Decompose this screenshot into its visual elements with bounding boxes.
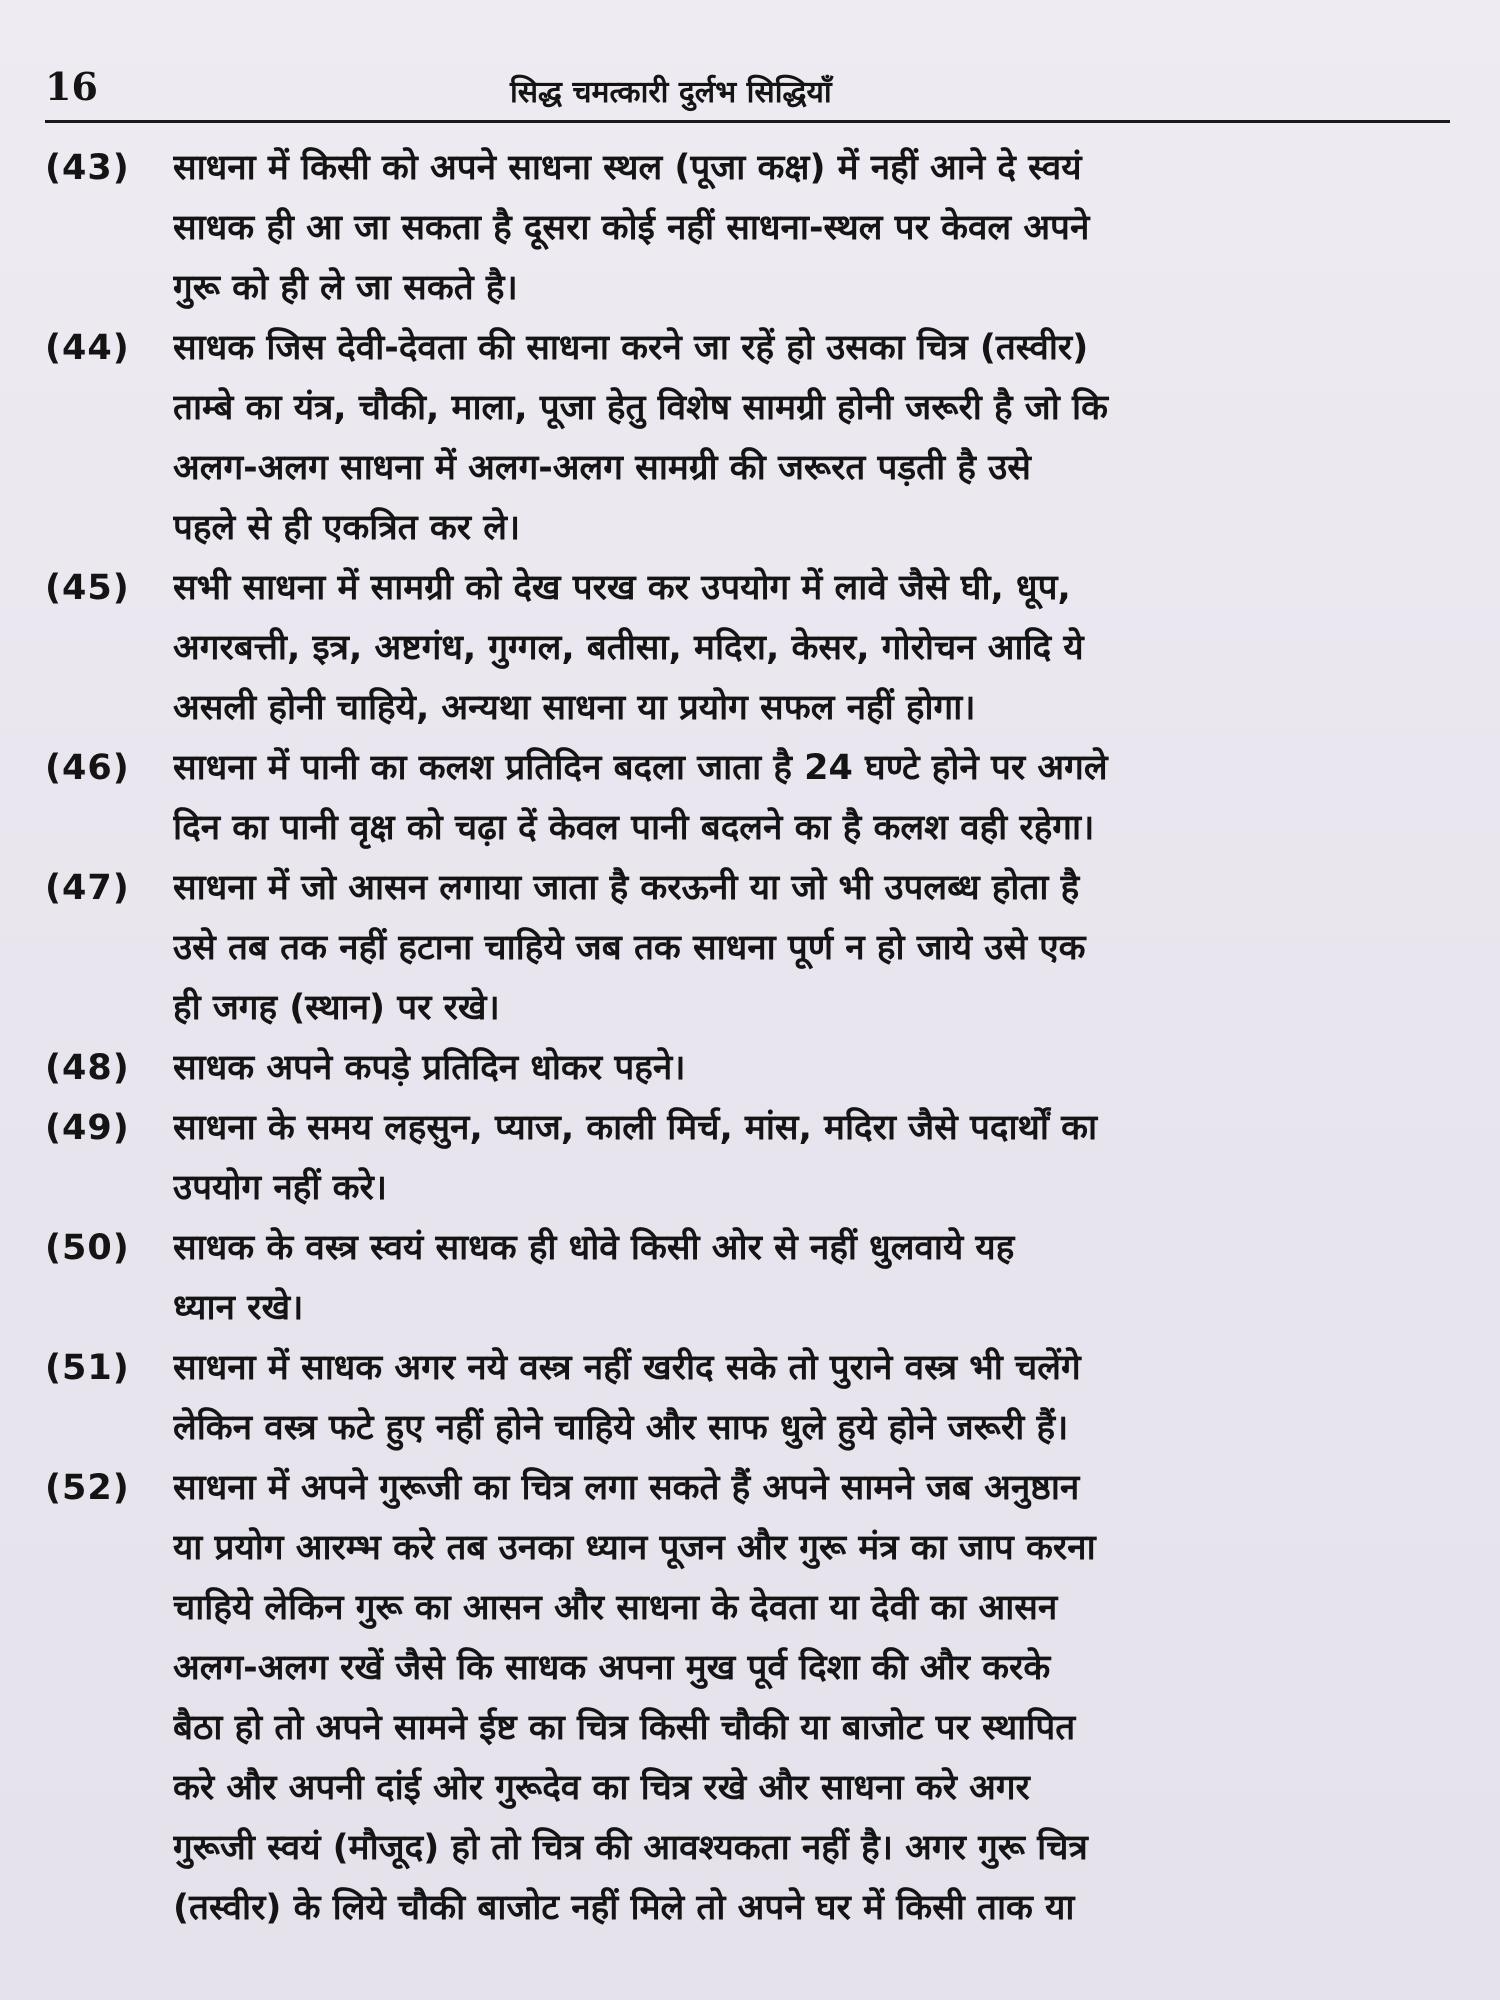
text-line: दिन का पानी वृक्ष को चढ़ा दें केवल पानी बदलने का है कलश वही रहेगा। xyxy=(173,808,1095,848)
text-line: ध्यान रखे। xyxy=(173,1288,304,1328)
text-line: साधना में अपने गुरूजी का चित्र लगा सकते हैं अपने सामने जब अनुष्ठान xyxy=(173,1468,1080,1508)
text-line: करे और अपनी दांई ओर गुरूदेव का चित्र रखे और साधना करे अगर xyxy=(173,1768,1030,1808)
item-number: (44) xyxy=(45,328,130,368)
list-item xyxy=(45,1098,1455,1218)
item-text xyxy=(173,1098,1455,1218)
running-title: सिद्ध चमत्कारी दुर्लभ सिद्धियाँ xyxy=(510,75,832,110)
text-line: साधना में जो आसन लगाया जाता है करऊनी या जो भी उपलब्ध होता है xyxy=(173,868,1080,908)
list-item xyxy=(45,138,1455,318)
text-line: साधना में साधक अगर नये वस्त्र नहीं खरीद सके तो पुराने वस्त्र भी चलेंगे xyxy=(173,1348,1081,1388)
list-item xyxy=(45,738,1455,858)
list-item xyxy=(45,1218,1455,1338)
text-line: साधक अपने कपड़े प्रतिदिन धोकर पहने। xyxy=(173,1048,686,1088)
item-number: (46) xyxy=(45,748,130,788)
text-line: या प्रयोग आरम्भ करे तब उनका ध्यान पूजन और गुरू मंत्र का जाप करना xyxy=(173,1528,1096,1568)
page-number: 16 xyxy=(45,64,98,109)
text-line: सभी साधना में सामग्री को देख परख कर उपयोग में लावे जैसे घी, धूप, xyxy=(173,568,1071,608)
list-item xyxy=(45,1038,1455,1098)
text-line: साधना में किसी को अपने साधना स्थल (पूजा कक्ष) में नहीं आने दे स्वयं xyxy=(173,148,1082,188)
item-text xyxy=(173,1458,1455,1938)
text-line: पहले से ही एकत्रित कर ले। xyxy=(173,508,521,548)
text-line: गुरू को ही ले जा सकते है। xyxy=(173,268,518,308)
item-text xyxy=(173,858,1455,1038)
numbered-list xyxy=(45,138,1455,1938)
item-number: (47) xyxy=(45,868,130,908)
text-line: गुरूजी स्वयं (मौजूद) हो तो चित्र की आवश्यकता नहीं है। अगर गुरू चित्र xyxy=(173,1828,1088,1868)
text-line: (तस्वीर) के लिये चौकी बाजोट नहीं मिले तो अपने घर में किसी ताक या xyxy=(173,1888,1075,1928)
text-line: बैठा हो तो अपने सामने ईष्ट का चित्र किसी चौकी या बाजोट पर स्थापित xyxy=(173,1708,1076,1748)
list-item xyxy=(45,318,1455,558)
item-text xyxy=(173,1038,1455,1098)
list-item xyxy=(45,1458,1455,1938)
item-text xyxy=(173,318,1455,558)
list-item xyxy=(45,1338,1455,1458)
item-text xyxy=(173,1338,1455,1458)
item-number: (45) xyxy=(45,568,130,608)
text-line: साधक के वस्त्र स्वयं साधक ही धोवे किसी ओर से नहीं धुलवाये यह xyxy=(173,1228,1015,1268)
text-line: साधना में पानी का कलश प्रतिदिन बदला जाता है 24 घण्टे होने पर अगले xyxy=(173,748,1108,788)
list-item xyxy=(45,858,1455,1038)
text-line: साधक ही आ जा सकता है दूसरा कोई नहीं साधना-स्थल पर केवल अपने xyxy=(173,208,1090,248)
text-line: अलग-अलग रखें जैसे कि साधक अपना मुख पूर्व दिशा की और करके xyxy=(173,1648,1051,1688)
item-number: (48) xyxy=(45,1048,130,1088)
item-number: (49) xyxy=(45,1108,130,1148)
text-line: अलग-अलग साधना में अलग-अलग सामग्री की जरूरत पड़ती है उसे xyxy=(173,448,1031,488)
text-line: लेकिन वस्त्र फटे हुए नहीं होने चाहिये और साफ धुले हुये होने जरूरी हैं। xyxy=(173,1408,1069,1448)
text-line: उपयोग नहीं करे। xyxy=(173,1168,388,1208)
item-number: (51) xyxy=(45,1348,130,1388)
text-line: चाहिये लेकिन गुरू का आसन और साधना के देवता या देवी का आसन xyxy=(173,1588,1058,1628)
text-line: उसे तब तक नहीं हटाना चाहिये जब तक साधना पूर्ण न हो जाये उसे एक xyxy=(173,928,1086,968)
list-item xyxy=(45,558,1455,738)
text-line: साधक जिस देवी-देवता की साधना करने जा रहें हो उसका चित्र (तस्वीर) xyxy=(173,328,1089,368)
item-text xyxy=(173,138,1455,318)
page-header xyxy=(45,62,1450,123)
text-line: अगरबत्ती, इत्र, अष्टगंध, गुग्गल, बतीसा, मदिरा, केसर, गोरोचन आदि ये xyxy=(173,628,1084,668)
text-line: साधना के समय लहसुन, प्याज, काली मिर्च, मांस, मदिरा जैसे पदार्थों का xyxy=(173,1108,1098,1148)
item-text xyxy=(173,738,1455,858)
item-number: (52) xyxy=(45,1468,130,1508)
text-line: ताम्बे का यंत्र, चौकी, माला, पूजा हेतु विशेष सामग्री होनी जरूरी है जो कि xyxy=(173,388,1108,428)
item-number: (43) xyxy=(45,148,130,188)
item-number: (50) xyxy=(45,1228,130,1268)
text-line: असली होनी चाहिये, अन्यथा साधना या प्रयोग सफल नहीं होगा। xyxy=(173,688,976,728)
text-line: ही जगह (स्थान) पर रखे। xyxy=(173,988,500,1028)
item-text xyxy=(173,1218,1455,1338)
item-text xyxy=(173,558,1455,738)
